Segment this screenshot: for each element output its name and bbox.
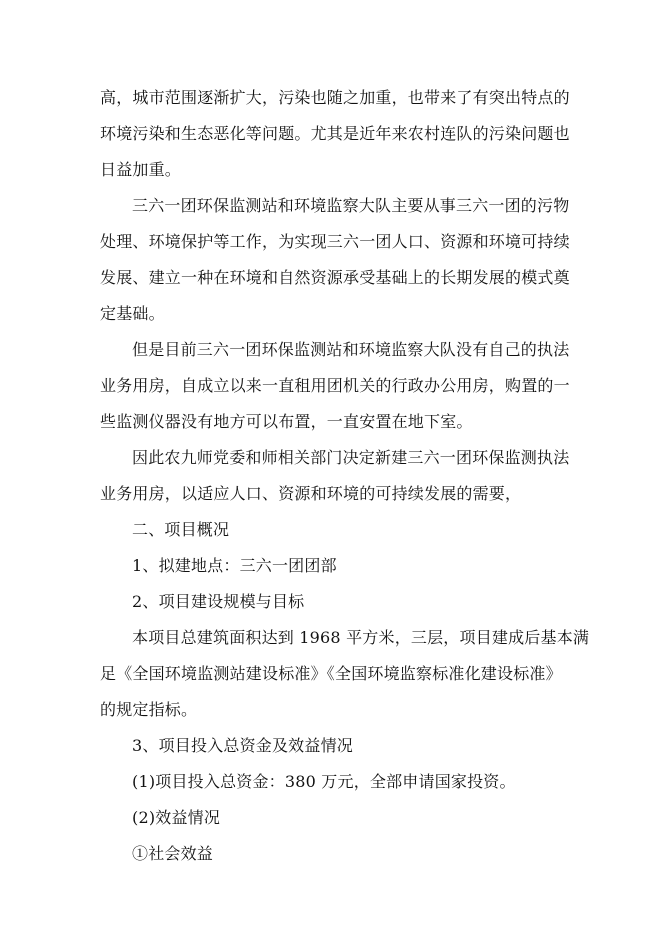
section-title: 二、项目概况	[132, 520, 230, 539]
text-line: 处理、环境保护等工作，为实现三六一团人口、资源和环境可持续	[100, 232, 570, 251]
text-line: (2)效益情况	[132, 808, 221, 827]
text-line: ①社会效益	[132, 844, 214, 863]
text-line: 些监测仪器没有地方可以布置，一直安置在地下室。	[100, 412, 473, 431]
text-line: 环境污染和生态恶化等问题。尤其是近年来农村连队的污染问题也	[100, 124, 570, 143]
text-line: 2、项目建设规模与目标	[132, 592, 305, 611]
text-line: (1)项目投入总资金：380 万元，全部申请国家投资。	[132, 772, 516, 791]
text-line: 高，城市范围逐渐扩大，污染也随之加重，也带来了有突出特点的	[100, 88, 570, 107]
text-line: 足《全国环境监测站建设标准》《全国环境监察标准化建设标准》	[100, 664, 562, 683]
text-line: 3、项目投入总资金及效益情况	[132, 736, 353, 755]
text-line: 业务用房，以适应人口、资源和环境的可持续发展的需要，	[100, 484, 522, 503]
text-line: 三六一团环保监测站和环境监察大队主要从事三六一团的污物	[132, 196, 570, 215]
text-line: 发展、建立一种在环境和自然资源承受基础上的长期发展的模式奠	[100, 268, 570, 287]
text-line: 因此农九师党委和师相关部门决定新建三六一团环保监测执法	[132, 448, 570, 467]
text-line: 1、拟建地点：三六一团团部	[132, 556, 337, 575]
text-line: 本项目总建筑面积达到 1968 平方米，三层，项目建成后基本满	[132, 628, 590, 647]
text-line: 业务用房，自成立以来一直租用团机关的行政办公用房，购置的一	[100, 376, 570, 395]
text-line: 的规定指标。	[100, 700, 198, 719]
text-line: 定基础。	[100, 304, 165, 323]
text-line: 日益加重。	[100, 160, 182, 179]
text-line: 但是目前三六一团环保监测站和环境监察大队没有自己的执法	[132, 340, 570, 359]
